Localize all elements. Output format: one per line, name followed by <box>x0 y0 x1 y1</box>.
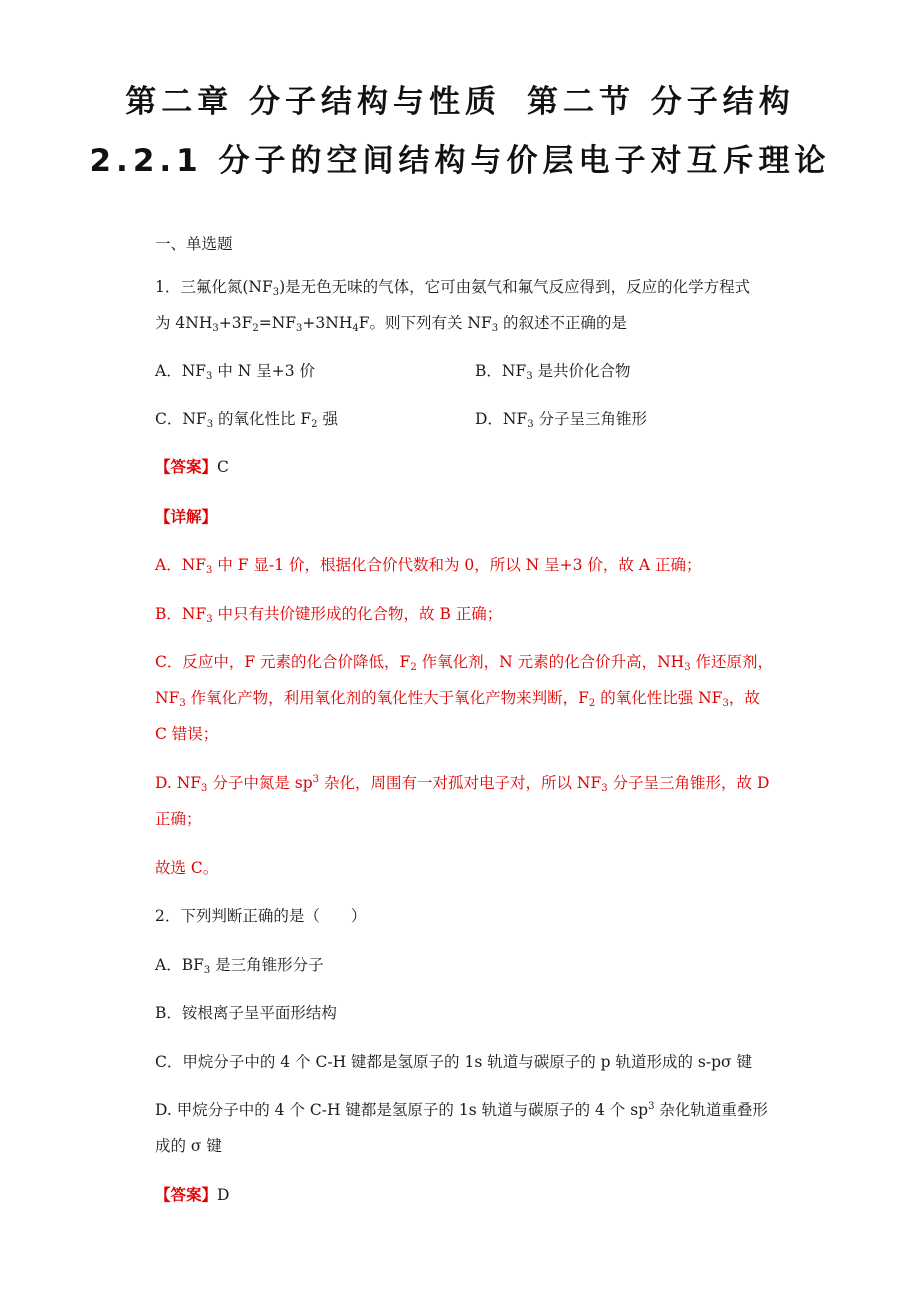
q1-answer <box>155 457 229 477</box>
q2-option-b: B．铵根离子呈平面形结构 <box>155 1004 337 1022</box>
q1-explanation-c-line3: C 错误； <box>155 725 219 743</box>
subscript: 3 <box>201 783 208 794</box>
q1-detail-label: 【详解】 <box>155 507 218 526</box>
text-segment: F。则下列有关 NF <box>358 314 492 332</box>
text-segment: ，故 <box>728 689 760 707</box>
superscript: 3 <box>312 774 320 785</box>
subscript: 3 <box>212 323 219 334</box>
q1-stem-line2 <box>155 313 627 333</box>
text-segment: 中只有共价键形成的化合物，故 B 正确； <box>212 605 503 623</box>
text-segment: 分子呈三角锥形 <box>533 410 648 428</box>
subscript: 3 <box>206 419 214 430</box>
subscript: 3 <box>206 614 213 625</box>
q2-option-a <box>155 955 324 975</box>
text-segment: D. NF <box>155 774 202 792</box>
text-segment: D．NF <box>475 410 528 428</box>
text-segment: 1．三氟化氮(NF <box>155 278 273 296</box>
text-segment: 是三角锥形分子 <box>210 956 324 974</box>
subscript: 3 <box>206 371 213 382</box>
subscript: 4 <box>352 323 359 334</box>
answer-label: 【答案】 <box>155 1185 218 1204</box>
subscript: 3 <box>527 419 534 430</box>
subscript: 3 <box>526 371 533 382</box>
q1-explanation-c-line2 <box>155 688 760 708</box>
q1-option-d <box>475 409 647 429</box>
subscript: 3 <box>272 287 280 298</box>
text-segment: B．NF <box>155 605 207 623</box>
text-segment: 的氧化性比强 NF <box>595 689 723 707</box>
subscript: 2 <box>410 662 417 673</box>
text-segment: 的叙述不正确的是 <box>498 314 628 332</box>
text-segment: C．反应中，F 元素的化合价降低，F <box>155 653 411 671</box>
subscript: 2 <box>311 419 318 430</box>
text-segment: 杂化轨道重叠形 <box>654 1101 768 1119</box>
subscript: 3 <box>296 323 303 334</box>
q2-stem: 2．下列判断正确的是（ ） <box>155 907 367 925</box>
text-segment: 中 F 显-1 价，根据化合价代数和为 0，所以 N 呈+3 价，故 A 正确； <box>212 556 702 574</box>
subscript: 3 <box>206 565 213 576</box>
answer-value: C <box>217 458 229 476</box>
text-segment: 杂化，周围有一对孤对电子对，所以 NF <box>319 774 602 792</box>
chapter-title <box>0 76 920 121</box>
q1-explanation-d-line2: 正确； <box>155 810 202 828</box>
text-segment: B．NF <box>475 362 527 380</box>
text-segment: C．NF <box>155 410 207 428</box>
text-segment: =NF <box>258 314 297 332</box>
q1-explanation-d-line1 <box>155 773 769 793</box>
q1-option-a <box>155 361 315 381</box>
text-segment: 中 N 呈+3 价 <box>212 362 316 380</box>
text-segment: A．BF <box>155 956 204 974</box>
q1-explanation-b <box>155 604 502 624</box>
title-section: 第二节 分子结构 <box>527 84 795 120</box>
q2-option-c: C．甲烷分子中的 4 个 C-H 键都是氢原子的 1s 轨道与碳原子的 p 轨道形成的 s-pσ 键 <box>155 1053 753 1071</box>
superscript: 3 <box>648 1101 655 1112</box>
q1-option-b <box>475 361 631 381</box>
lesson-title: 2.2.1 分子的空间结构与价层电子对互斥理论 <box>89 143 831 179</box>
text-segment: 作氧化产物，利用氧化剂的氧化性大于氧化产物来判断，F <box>185 689 589 707</box>
text-segment: 分子中氮是 sp <box>207 774 313 792</box>
q1-explanation-a <box>155 555 701 575</box>
subscript: 2 <box>588 698 596 709</box>
text-segment: A．NF <box>155 362 207 380</box>
subscript: 3 <box>203 965 211 976</box>
section-label: 一、单选题 <box>155 235 233 253</box>
subscript: 3 <box>684 662 691 673</box>
text-segment: NF <box>155 689 180 707</box>
text-segment: 的氧化性比 F <box>213 410 312 428</box>
q2-answer <box>155 1185 229 1205</box>
q1-explanation-c-line1 <box>155 652 773 672</box>
text-segment: 作氧化剂，N 元素的化合价升高，NH <box>416 653 685 671</box>
subscript: 2 <box>252 323 259 334</box>
text-segment: +3F <box>218 314 253 332</box>
subscript: 3 <box>491 323 499 334</box>
q2-option-d-line2: 成的 σ 键 <box>155 1137 222 1155</box>
text-segment: 是共价化合物 <box>532 362 631 380</box>
text-segment: +3NH <box>302 314 353 332</box>
text-segment: )是无色无味的气体，它可由氨气和氟气反应得到，反应的化学方程式 <box>279 278 751 296</box>
text-segment: 作还原剂， <box>690 653 773 671</box>
answer-label: 【答案】 <box>155 457 218 476</box>
text-segment: D. 甲烷分子中的 4 个 C-H 键都是氢原子的 1s 轨道与碳原子的 4 个 sp <box>155 1101 649 1119</box>
text-segment: 分子呈三角锥形，故 D <box>607 774 770 792</box>
text-segment: A．NF <box>155 556 207 574</box>
q1-option-c <box>155 409 338 429</box>
text-segment: 强 <box>317 410 338 428</box>
text-segment: 为 4NH <box>155 314 213 332</box>
q1-conclusion: 故选 C。 <box>155 859 219 877</box>
q1-stem-line1 <box>155 277 750 297</box>
subscript: 3 <box>722 698 729 709</box>
answer-value: D <box>217 1186 230 1204</box>
subscript: 3 <box>179 698 186 709</box>
title-chapter: 第二章 分子结构与性质 <box>125 84 501 120</box>
subscript: 3 <box>601 783 608 794</box>
q2-option-d-line1 <box>155 1100 768 1120</box>
